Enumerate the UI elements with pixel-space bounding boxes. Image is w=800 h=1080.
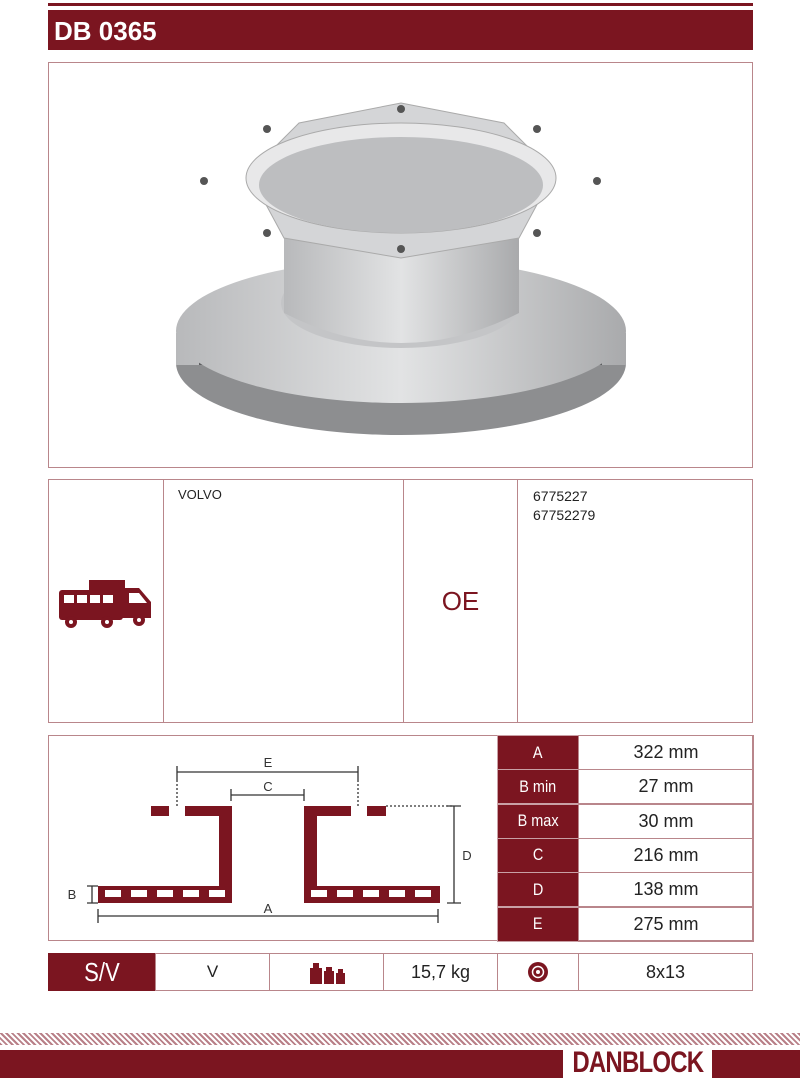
vehicle-icon	[59, 576, 155, 632]
bolt-hole-icon	[527, 961, 549, 983]
spec-row	[497, 907, 754, 942]
brake-disc-image	[49, 63, 752, 467]
spec-label: B max	[517, 811, 559, 831]
dimensions-panel	[48, 735, 753, 941]
type-value: V	[206, 962, 219, 981]
oe-number: 67752279	[533, 507, 596, 523]
spec-value: 30 mm	[638, 810, 694, 831]
spec-row	[497, 804, 754, 839]
summary-table	[48, 953, 753, 991]
spec-value: 138 mm	[633, 879, 699, 900]
page-title: DB 0365	[54, 16, 157, 46]
spec-label: B min	[519, 776, 557, 796]
label-e: E	[263, 755, 273, 770]
dimension-diagram	[49, 736, 499, 940]
type-label: S/V	[83, 956, 120, 987]
product-image-frame	[48, 62, 753, 468]
brand-name: DANBLOCK	[572, 1045, 703, 1079]
label-c: C	[263, 779, 273, 794]
application-table	[48, 479, 753, 723]
vehicle-make: VOLVO	[178, 487, 222, 502]
spec-row	[497, 872, 754, 907]
spec-label: A	[533, 742, 543, 762]
label-d: D	[462, 848, 472, 863]
spec-row	[497, 838, 754, 873]
spec-label: C	[532, 845, 544, 865]
label-a: A	[263, 901, 273, 916]
weight-value: 15,7 kg	[410, 961, 471, 982]
spec-label: D	[532, 879, 544, 899]
spec-row	[497, 769, 754, 804]
header-bar	[48, 10, 753, 50]
footer-pattern	[0, 1033, 800, 1045]
brand-logo	[563, 1047, 712, 1078]
spec-row	[497, 735, 754, 770]
holes-value: 8x13	[645, 961, 686, 982]
label-b: B	[67, 887, 77, 902]
spec-value: 322 mm	[633, 742, 699, 762]
weight-icon	[307, 960, 347, 984]
spec-value: 275 mm	[633, 913, 699, 934]
spec-value: 27 mm	[638, 776, 694, 797]
oe-label: OE	[441, 586, 480, 616]
oe-number: 6775227	[533, 488, 588, 504]
spec-value: 216 mm	[633, 844, 699, 865]
spec-label: E	[533, 914, 543, 933]
header-rule	[48, 3, 753, 6]
